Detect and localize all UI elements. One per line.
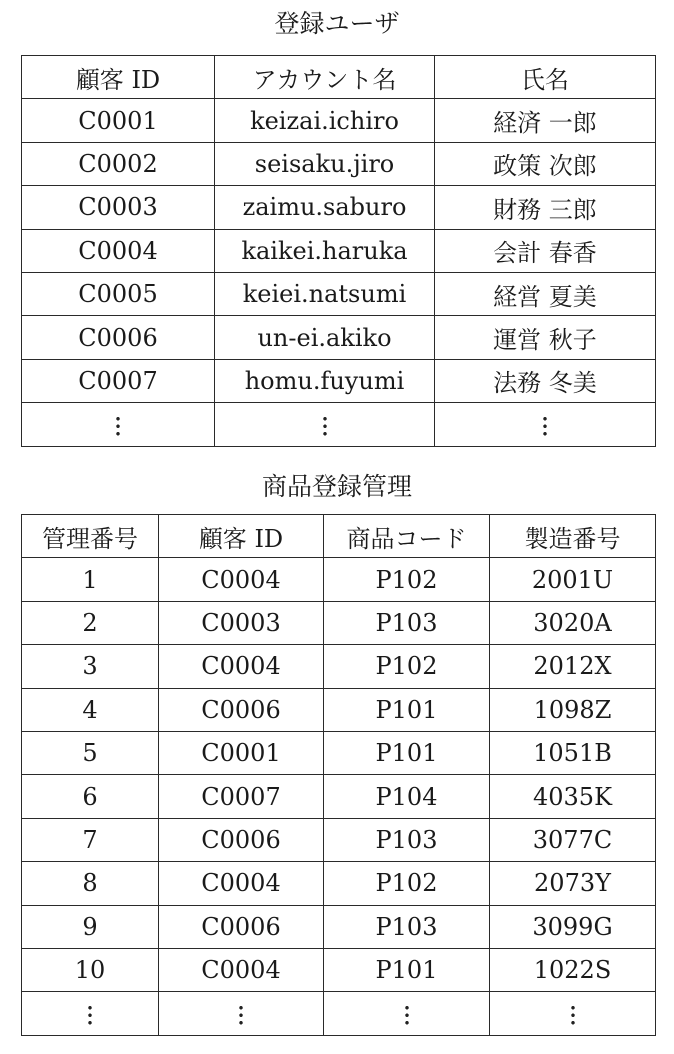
header-serial-number: 製造番号	[490, 515, 656, 558]
vertical-ellipsis-icon	[88, 1004, 92, 1026]
serial-number-cell: 3077C	[490, 818, 656, 861]
management-number-cell: 1	[22, 558, 159, 601]
continuation-cell	[159, 992, 324, 1035]
management-number-cell: 5	[22, 731, 159, 774]
management-number-cell: 2	[22, 601, 159, 644]
customer-id-cell: C0004	[159, 862, 324, 905]
table-row	[22, 601, 656, 644]
serial-number-cell: 2001U	[490, 558, 656, 601]
account-name-cell: kaikei.haruka	[215, 229, 435, 272]
management-number-cell: 8	[22, 862, 159, 905]
account-name-cell: un-ei.akiko	[215, 316, 435, 359]
table-row	[22, 862, 656, 905]
vertical-ellipsis-icon	[323, 415, 327, 437]
table-row	[22, 99, 656, 142]
header-account-name: アカウント名	[215, 56, 435, 99]
customer-id-cell: C0004	[159, 558, 324, 601]
full-name-cell: 法務 冬美	[435, 359, 656, 402]
customer-id-cell: C0006	[159, 688, 324, 731]
header-full-name: 氏名	[435, 56, 656, 99]
header-customer-id: 顧客 ID	[22, 56, 215, 99]
account-name-cell: keizai.ichiro	[215, 99, 435, 142]
table-row	[22, 688, 656, 731]
table-row	[22, 731, 656, 774]
product-code-cell: P102	[324, 558, 490, 601]
table-row	[22, 316, 656, 359]
management-number-cell: 7	[22, 818, 159, 861]
table-row	[22, 905, 656, 948]
serial-number-cell: 4035K	[490, 775, 656, 818]
serial-number-cell: 1098Z	[490, 688, 656, 731]
management-number-cell: 3	[22, 645, 159, 688]
vertical-ellipsis-icon	[405, 1004, 409, 1026]
product-code-cell: P103	[324, 601, 490, 644]
full-name-cell: 政策 次郎	[435, 142, 656, 185]
product-code-cell: P104	[324, 775, 490, 818]
products-table-caption: 商品登録管理	[261, 472, 412, 501]
product-code-cell: P103	[324, 818, 490, 861]
table-row	[22, 186, 656, 229]
product-code-cell: P101	[324, 948, 490, 991]
continuation-cell	[215, 403, 435, 446]
table-row	[22, 229, 656, 272]
serial-number-cell: 3099G	[490, 905, 656, 948]
full-name-cell: 経営 夏美	[435, 272, 656, 315]
vertical-ellipsis-icon	[239, 1004, 243, 1026]
products-table	[21, 514, 656, 1036]
customer-id-cell: C0006	[159, 818, 324, 861]
table-row	[22, 272, 656, 315]
full-name-cell: 経済 一郎	[435, 99, 656, 142]
users-table-body	[22, 99, 656, 446]
customer-id-cell: C0003	[22, 186, 215, 229]
serial-number-cell: 3020A	[490, 601, 656, 644]
customer-id-cell: C0004	[159, 948, 324, 991]
customer-id-cell: C0003	[159, 601, 324, 644]
header-management-number: 管理番号	[22, 515, 159, 558]
serial-number-cell: 2012X	[490, 645, 656, 688]
table-row	[22, 818, 656, 861]
account-name-cell: zaimu.saburo	[215, 186, 435, 229]
product-code-cell: P101	[324, 731, 490, 774]
customer-id-cell: C0001	[22, 99, 215, 142]
table-row	[22, 359, 656, 402]
management-number-cell: 6	[22, 775, 159, 818]
vertical-ellipsis-icon	[571, 1004, 575, 1026]
full-name-cell: 会計 春香	[435, 229, 656, 272]
customer-id-cell: C0004	[159, 645, 324, 688]
vertical-ellipsis-icon	[116, 415, 120, 437]
serial-number-cell: 2073Y	[490, 862, 656, 905]
management-number-cell: 10	[22, 948, 159, 991]
products-table-body	[22, 558, 656, 1035]
table-row	[22, 142, 656, 185]
continuation-row	[22, 992, 656, 1035]
product-code-cell: P103	[324, 905, 490, 948]
header-customer-id: 顧客 ID	[159, 515, 324, 558]
account-name-cell: keiei.natsumi	[215, 272, 435, 315]
continuation-cell	[490, 992, 656, 1035]
account-name-cell: homu.fuyumi	[215, 359, 435, 402]
users-table-header	[22, 56, 656, 99]
continuation-cell	[22, 403, 215, 446]
product-code-cell: P102	[324, 645, 490, 688]
customer-id-cell: C0006	[22, 316, 215, 359]
customer-id-cell: C0002	[22, 142, 215, 185]
vertical-ellipsis-icon	[543, 415, 547, 437]
continuation-cell	[22, 992, 159, 1035]
product-code-cell: P101	[324, 688, 490, 731]
customer-id-cell: C0006	[159, 905, 324, 948]
management-number-cell: 9	[22, 905, 159, 948]
customer-id-cell: C0007	[22, 359, 215, 402]
serial-number-cell: 1051B	[490, 731, 656, 774]
header-product-code: 商品コード	[324, 515, 490, 558]
full-name-cell: 運営 秋子	[435, 316, 656, 359]
customer-id-cell: C0005	[22, 272, 215, 315]
account-name-cell: seisaku.jiro	[215, 142, 435, 185]
product-code-cell: P102	[324, 862, 490, 905]
products-table-header	[22, 515, 656, 558]
continuation-cell	[435, 403, 656, 446]
users-table	[21, 55, 656, 447]
customer-id-cell: C0001	[159, 731, 324, 774]
customer-id-cell: C0004	[22, 229, 215, 272]
table-row	[22, 948, 656, 991]
continuation-row	[22, 403, 656, 446]
management-number-cell: 4	[22, 688, 159, 731]
continuation-cell	[324, 992, 490, 1035]
table-row	[22, 645, 656, 688]
customer-id-cell: C0007	[159, 775, 324, 818]
serial-number-cell: 1022S	[490, 948, 656, 991]
users-table-caption: 登録ユーザ	[274, 9, 400, 38]
full-name-cell: 財務 三郎	[435, 186, 656, 229]
table-row	[22, 775, 656, 818]
table-row	[22, 558, 656, 601]
